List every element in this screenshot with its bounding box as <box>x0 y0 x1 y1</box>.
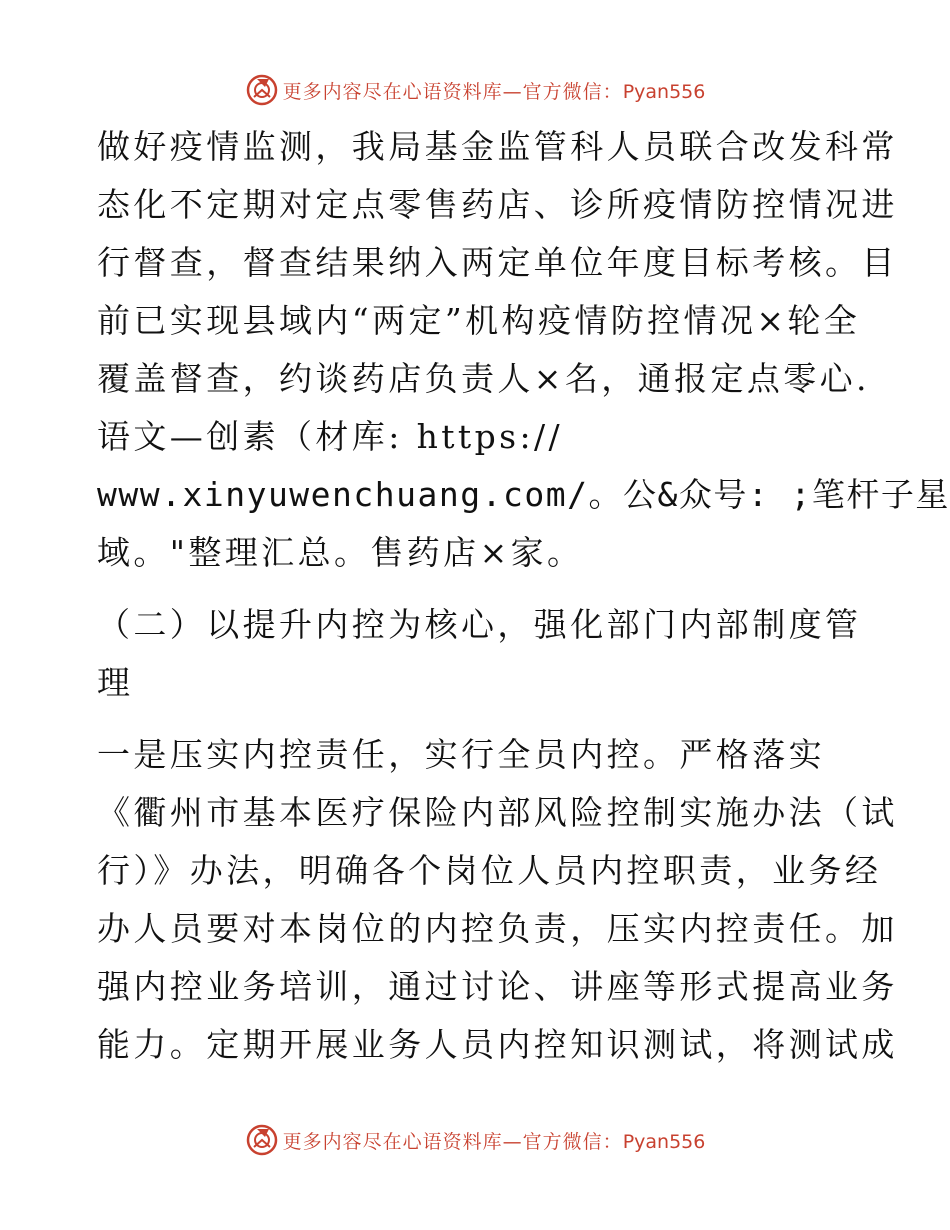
header-banner <box>0 70 950 110</box>
text-line: 态化不定期对定点零售药店、诊所疫情防控情况进 <box>97 185 898 224</box>
text-line: 语文—创素（材库: https:// <box>97 417 563 456</box>
paragraph-1 <box>97 118 950 582</box>
brand-logo-icon <box>245 73 279 107</box>
text-line: 行）》办法，明确各个岗位人员内控职责，业务经 <box>97 851 882 890</box>
text-line: www.xinyuwenchuang.com/。公&众号: ;笔杆子星 <box>97 475 950 514</box>
document-body <box>97 118 950 1074</box>
section-heading <box>97 596 862 712</box>
text-line: 行督查，督查结果纳入两定单位年度目标考核。目 <box>97 243 898 282</box>
text-line: 《衢州市基本医疗保险内部风险控制实施办法（试 <box>97 793 898 832</box>
text-line: 办人员要对本岗位的内控负责，压实内控责任。加 <box>97 909 898 948</box>
header-text <box>283 77 706 104</box>
heading-line: （二）以提升内控为核心，强化部门内部制度管 <box>97 605 862 644</box>
footer-wechat-id: Pyan556 <box>622 1130 706 1153</box>
text-line: 域。"整理汇总。售药店×家。 <box>97 533 584 572</box>
header-site-text: 更多内容尽在心语资料库 <box>282 80 503 103</box>
header-wechat-label: 官方微信： <box>522 80 623 103</box>
footer-separator: — <box>502 1130 523 1153</box>
footer-banner <box>0 1120 950 1160</box>
paragraph-2 <box>97 726 898 1074</box>
text-line: 做好疫情监测，我局基金监管科人员联合改发科常 <box>97 127 898 166</box>
text-line: 覆盖督查，约谈药店负责人×名，通报定点零心. <box>97 359 870 398</box>
footer-text <box>283 1127 706 1154</box>
text-line: 一是压实内控责任，实行全员内控。严格落实 <box>97 735 825 774</box>
heading-line: 理 <box>97 663 134 702</box>
text-line: 前已实现县域内“两定”机构疫情防控情况×轮全 <box>97 301 861 340</box>
brand-logo-icon <box>245 1123 279 1157</box>
header-separator: — <box>502 80 523 103</box>
text-line: 强内控业务培训，通过讨论、讲座等形式提高业务 <box>97 967 898 1006</box>
header-wechat-id: Pyan556 <box>622 80 706 103</box>
footer-site-text: 更多内容尽在心语资料库 <box>282 1130 503 1153</box>
footer-wechat-label: 官方微信： <box>522 1130 623 1153</box>
text-line: 能力。定期开展业务人员内控知识测试，将测试成 <box>97 1025 898 1064</box>
